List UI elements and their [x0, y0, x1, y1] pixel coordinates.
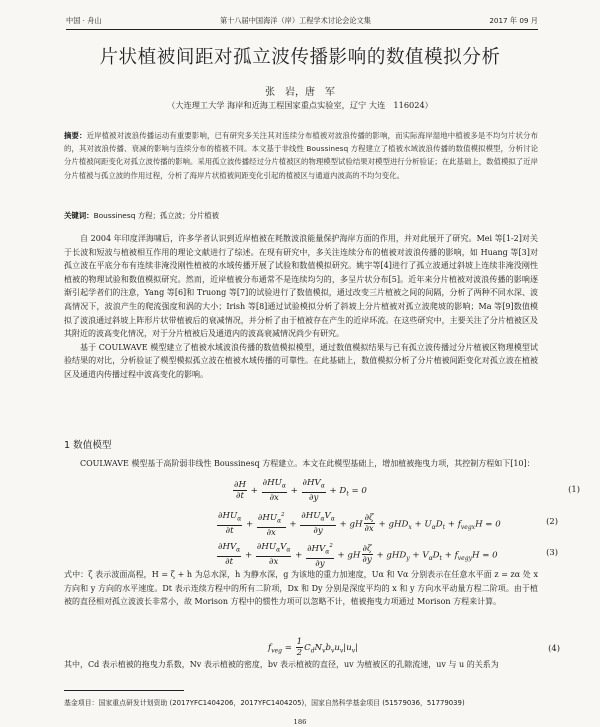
author-affiliation: （大连理工大学 海岸和近海工程国家重点实验室，辽宁 大连 116024）	[167, 100, 433, 110]
keywords-label: 关键词：	[64, 211, 94, 220]
abstract-text: 近岸植被对波浪传播运动有重要影响，已有研究多关注其对连续分布植被对波浪传播的影响，而实际海岸湿地中植被多是不均匀片状分布的，其对波浪传播、衰减的影响与连续分布的植被不同。本文基于非线性 Boussinesq 方程建立了植被水域波浪传播的数值模拟模型，分析讨论分片植被间距变化对孤立波传播的影响。采用孤立波传播经过分片植被区的物理模型试验结果对模型进行分析验证；在此基础上，数值模拟了近岸分片植被与孤立波的作用过程，分析了海岸片状植被间距变化引起的植被区与通道内波高的不均匀变化。	[64, 131, 538, 180]
equation-2: $\frac{\partial HU_\alpha}{\partial t}$ + $\frac{\partial HU_\alpha^2}{\partial x}$ + $\frac{\partial HU_\alpha V_\alpha}{\partial y}$ + gH $\frac{\partial\zeta}{\partial x}$ + $gHD_x + U_\alpha D_t + f_{vegx}H = 0$ (2)	[218, 511, 558, 538]
equation-number: (4)	[548, 643, 560, 653]
section-paragraph	[64, 457, 538, 471]
equation-number: (1)	[568, 484, 580, 494]
header-rule	[66, 29, 538, 30]
abstract	[64, 129, 538, 182]
equation-3: $\frac{\partial HV_\alpha}{\partial t}$ + $\frac{\partial HU_\alpha V_\alpha}{\partial x}$ + $\frac{\partial HV_\alpha^2}{\partial y}$ + gH $\frac{\partial\zeta}{\partial y}$ + $gHD_y + V_\alpha D_t + f_{vegy}H = 0$ (3)	[218, 542, 558, 569]
paper-title: 片状植被间距对孤立波传播影响的数值模拟分析	[99, 47, 501, 68]
header-date: 2017 年 09 月	[489, 16, 538, 25]
model-description: COULWAVE 模型基于高阶弱非线性 Boussinesq 方程建立。本文在此模型基础上，增加植被拖曳力项，其控制方程如下[10]：	[80, 459, 535, 468]
running-header	[66, 14, 538, 28]
intro-paragraph: 自 2004 年印度洋海啸后，许多学者认识到近岸植被在耗散波浪能量保护海岸方面的作用，并对此展开了研究。Mei 等[1-2]对关于长波和短波与植被相互作用的理论文献进行了综述。在现有研究中，多关注连续分布的植被对波浪传播的影响，如 Huang 等[3]对孤立波在平底分布有连续非淹没刚性植被的水域传播开展了试验和数值模拟研究。姚宇等[4]进行了孤立波通过斜坡上连续非淹没刚性植被的物理试验和数值模拟研究。然而，近岸植被分布通常不是连续均匀的，多呈片状分布[5]。近年来分片植被对波浪传播的影响逐渐引起学者们的注意，Yang 等[6]和 Truong 等[7]的试验进行了数值模拟，通过改变三片植被之间的间隔，分析了两种不同水深、波高情况下，波浪产生的爬流强度和涡的大小；Irish 等[8]通过试验模拟分析了斜坡上分片植被对孤立波爬坡的影响；Ma 等[9]数值模拟了波浪通过斜坡上阵形片状带植被后的衰减情况，并分析了由于植被存在产生的近岸环流。在这些研究中，主要关注了分片植被区及其附近的波高变化情况，对于分片植被后及通道内的波高衰减情况尚少有研究。	[64, 234, 538, 339]
symbol-explanation-text: 式中：ζ 表示波面高程，H = ζ + h 为总水深，h 为静水深，g 为该地的重力加速度，Uα 和 Vα 分别表示在任意水平面 z = zα 处 x 方向和 y 方向的水平速度。Dt 表示连续方程中的所有二阶项，Dx 和 Dy 分别是深度平均的 x 和 y 方向水平动量方程二阶项。由于植被的直径相对孤立波波长非常小，故 Morison 方程中的惯性力项可以忽略不计，植被拖曳力项通过 Morison 方程来计算。	[64, 570, 538, 607]
keywords	[64, 210, 538, 221]
keywords-text: Boussinesq 方程；孤立波；分片植被	[93, 211, 220, 220]
header-location: 中国 · 舟山	[66, 16, 102, 25]
abstract-label: 摘要：	[64, 131, 87, 140]
header-proceedings: 第十八届中国海洋（岸）工程学术讨论会论文集	[219, 16, 371, 25]
equation-1: $\frac{\partial H}{\partial t}$ + $\frac{\partial HU_\alpha}{\partial x}$ + $\frac{\partial HV_\alpha}{\partial y}$ + $D_t = 0$ (1)	[234, 478, 580, 503]
author-names: 张 岩，唐 军	[265, 87, 335, 98]
equation-number: (2)	[546, 516, 558, 526]
introduction	[64, 232, 538, 382]
drag-explanation-text: 其中，Cd 表示植被的拖曳力系数，Nv 表示植被的密度，bv 表示植被的直径，uv 为植被区的孔隙流速，uv 与 u 的关系为	[64, 660, 499, 669]
footnote-rule	[64, 690, 184, 691]
section-title: 1 数值模型	[64, 440, 112, 451]
equation-number: (3)	[546, 547, 558, 557]
intro-paragraph: 基于 COULWAVE 模型建立了植被水域波浪传播的数值模拟模型，通过数值模拟结果与已有孤立波传播过分片植被区物理模型试验结果的对比，分析验证了模型模拟孤立波在植被水域传播的可靠性。在此基础上，数值模拟分析了分片植被间距变化对孤立波在植被区及通道内传播过程中波高变化的影响。	[64, 342, 538, 379]
page-number: 186	[293, 718, 307, 726]
equation-4: $f_{veg}$ = $\frac{1}{2}$ $C_dN_vb_vu_v|u_v|$ (4)	[268, 637, 560, 658]
funding-footnote: 基金项目：国家重点研发计划资助 (2017YFC1404206，2017YFC1404205)，国家自然科学基金项目 (51579036，51779039)	[64, 699, 465, 707]
symbol-explanation	[64, 568, 538, 609]
drag-explanation	[64, 658, 538, 672]
